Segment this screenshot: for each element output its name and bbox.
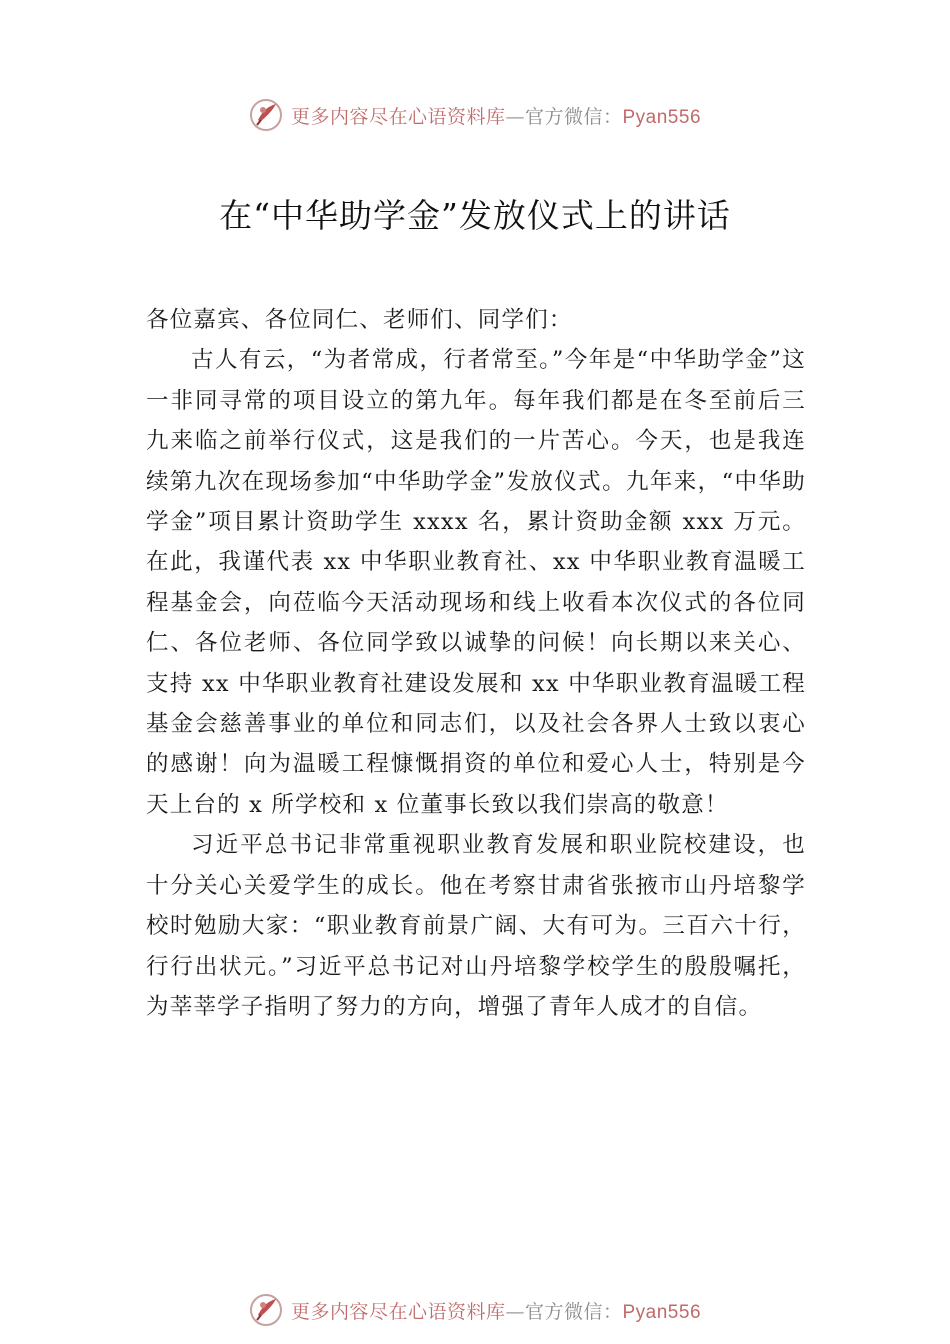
banner-slogan: 更多内容尽在心语资料库 — [290, 1300, 506, 1323]
banner-text — [291, 1297, 701, 1324]
paragraph-1: 古人有云，“为者常成，行者常至。”今年是“中华助学金”这一非同寻常的项目设立的第九年。每年我们都是在冬至前后三九来临之前举行仪式，这是我们的一片苦心。今天，也是我连续第九次在现场参加“中华助学金”发放仪式。九年来，“中华助学金”项目累计资助学生 xxxx 名，累计资助金额 xxx 万元。在此，我谨代表 xx 中华职业教育社、xx 中华职业教育温暖工程基金会，向莅临今天活动现场和线上收看本次仪式的各位同仁、各位老师、各位同学致以诚挚的问候！向长期以来关心、支持 xx 中华职业教育社建设发展和 xx 中华职业教育温暖工程基金会慈善事业的单位和同志们，以及社会各界人士致以衷心的感谢！向为温暖工程慷慨捐资的单位和爱心人士，特别是今天上台的 x 所学校和 x 位董事长致以我们崇高的敬意！ — [146, 347, 806, 818]
wechat-id: Pyan556 — [622, 106, 702, 128]
wechat-id: Pyan556 — [622, 1301, 702, 1323]
banner-separator: — — [505, 1300, 525, 1323]
banner-text — [291, 102, 701, 129]
pen-logo-icon — [249, 98, 283, 132]
header-banner — [0, 95, 950, 135]
banner-separator: — — [505, 105, 525, 128]
document-body — [146, 300, 806, 1027]
document-title: 在“中华助学金”发放仪式上的讲话 — [219, 196, 731, 235]
paragraph-2: 习近平总书记非常重视职业教育发展和职业院校建设，也十分关心关爱学生的成长。他在考察甘肃省张掖市山丹培黎学校时勉励大家：“职业教育前景广阔、大有可为。三百六十行，行行出状元。”习近平总书记对山丹培黎学校学生的殷殷嘱托，为莘莘学子指明了努力的方向，增强了青年人成才的自信。 — [146, 832, 806, 1020]
footer-banner — [0, 1290, 950, 1330]
banner-slogan: 更多内容尽在心语资料库 — [290, 105, 506, 128]
wechat-label: 官方微信： — [524, 1300, 623, 1323]
salutation: 各位嘉宾、各位同仁、老师们、同学们： — [146, 307, 573, 333]
wechat-label: 官方微信： — [524, 105, 623, 128]
pen-logo-icon — [249, 1293, 283, 1327]
